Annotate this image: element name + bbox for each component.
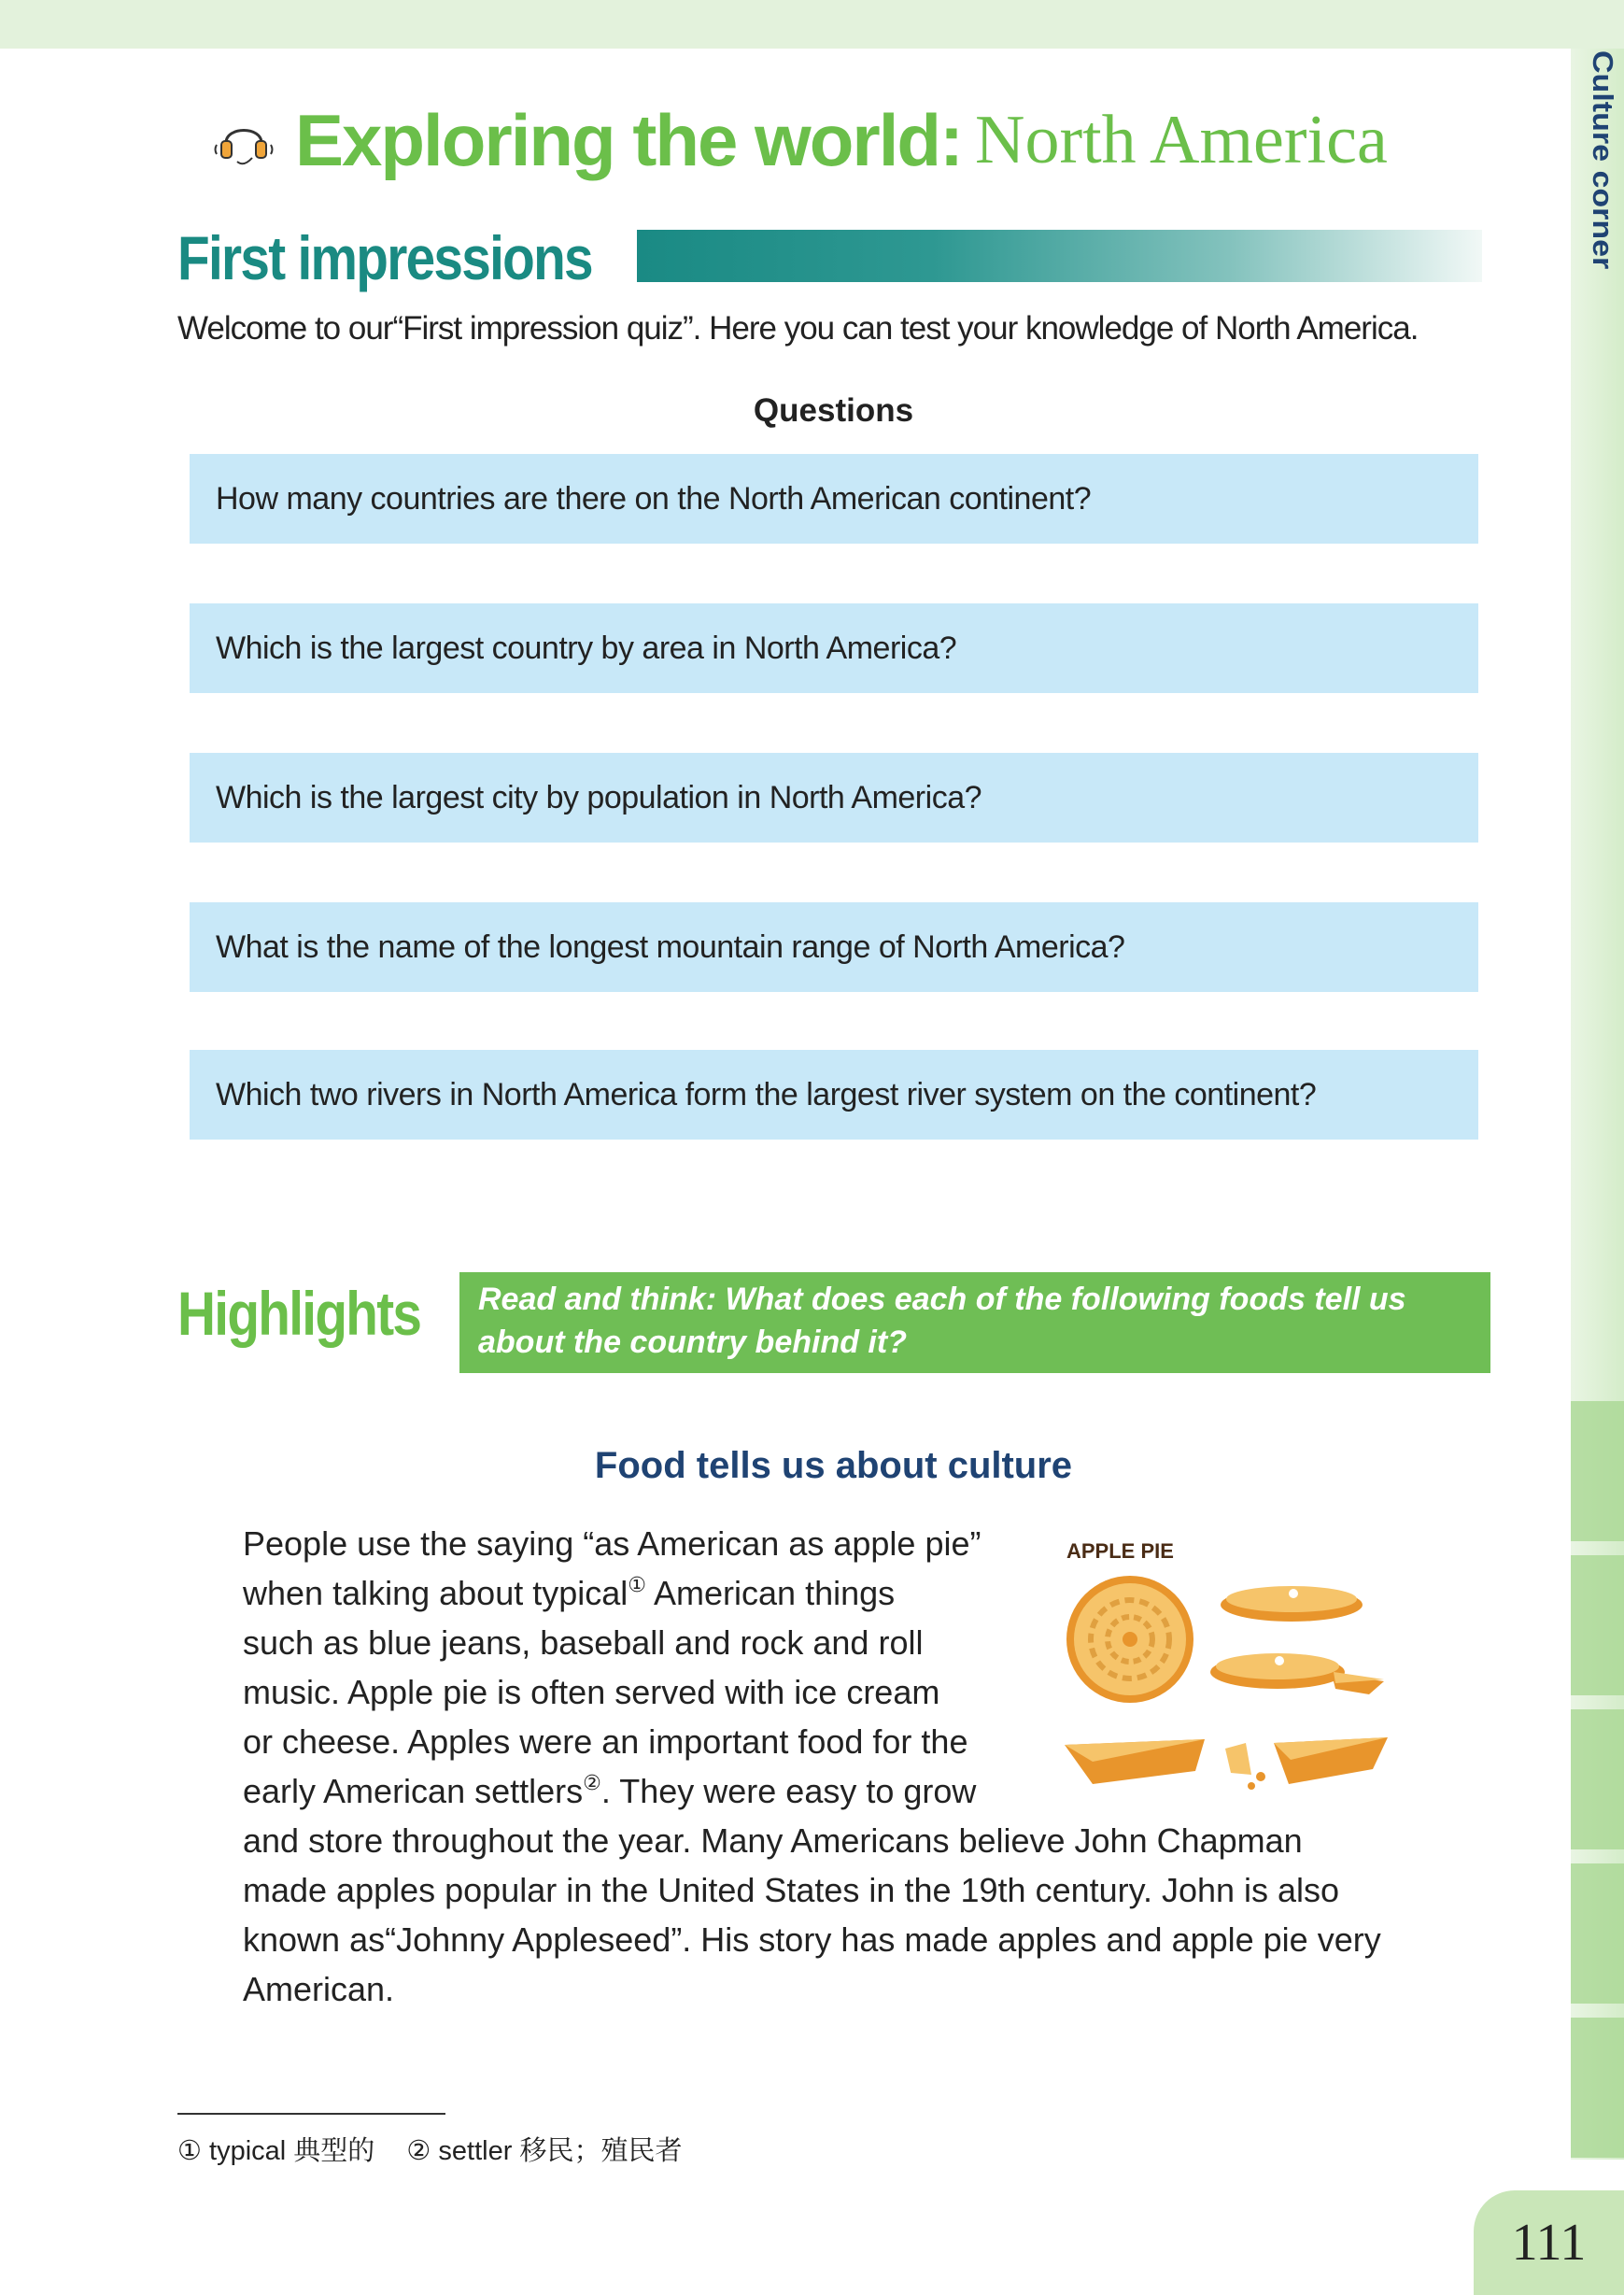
quiz-intro: Welcome to our“First impression quiz”. Here you can test your knowledge of North America. xyxy=(177,310,1419,347)
first-impressions-title: First impressions xyxy=(177,223,592,292)
pie-with-slice xyxy=(1210,1653,1384,1694)
pie-side-view xyxy=(1221,1586,1363,1622)
prompt-line: Read and think: What does each of the following foods tell us xyxy=(478,1282,1406,1317)
title-bold: Exploring the world: xyxy=(295,98,962,181)
body-text: when talking about typical xyxy=(243,1574,628,1612)
footnote-marker: ① xyxy=(628,1573,646,1596)
body-text: early American settlers xyxy=(243,1772,584,1810)
question-box: How many countries are there on the North American continent? xyxy=(190,454,1478,544)
footnote-marker: ② xyxy=(583,1771,601,1794)
title-light: North America xyxy=(975,101,1388,178)
pie-slice-cut xyxy=(1225,1737,1388,1790)
whole-pie-top xyxy=(1066,1576,1193,1703)
body-line: and store throughout the year. Many Americans believe John Chapman xyxy=(243,1821,1303,1860)
questions-heading: Questions xyxy=(753,392,914,429)
page-title xyxy=(213,93,1388,187)
page-number: 111 xyxy=(1511,2214,1587,2272)
body-line: known as“Johnny Appleseed”. His story has made apples and apple pie very xyxy=(243,1920,1381,1959)
footnote-divider xyxy=(177,2113,445,2115)
headphones-icon xyxy=(213,109,275,171)
apple-pie-illustration xyxy=(1055,1532,1410,1803)
side-tab xyxy=(1571,1863,1624,2004)
footnote: ① typical 典型的 xyxy=(177,2136,375,2166)
highlights-heading: Highlights xyxy=(177,1279,421,1348)
footnotes xyxy=(177,2130,706,2168)
footnote: ② settler 移民；殖民者 xyxy=(406,2136,683,2166)
body-line: such as blue jeans, baseball and rock and roll xyxy=(243,1623,924,1662)
question-box: Which is the largest city by population in North America? xyxy=(190,753,1478,843)
side-tab xyxy=(1571,1555,1624,1695)
heading-gradient-bar xyxy=(637,230,1482,282)
pie-slice-large xyxy=(1065,1739,1205,1784)
culture-corner-label: Culture corner xyxy=(1586,50,1618,270)
body-line: or cheese. Apples were an important food for the xyxy=(243,1722,968,1761)
question-box: Which two rivers in North America form the largest river system on the continent? xyxy=(190,1050,1478,1140)
body-line: American. xyxy=(243,1970,395,2008)
body-line: music. Apple pie is often served with ice cream xyxy=(243,1673,940,1711)
first-impressions-heading xyxy=(177,220,659,295)
body-line: People use the saying “as American as apple pie” xyxy=(243,1524,981,1563)
prompt-line: about the country behind it? xyxy=(478,1325,907,1360)
body-text: American things xyxy=(654,1574,896,1612)
top-band xyxy=(0,0,1624,49)
highlights-prompt xyxy=(459,1272,1490,1373)
article-title: Food tells us about culture xyxy=(594,1445,1073,1486)
question-box: Which is the largest country by area in North America? xyxy=(190,603,1478,693)
body-line: made apples popular in the United States in the 19th century. John is also xyxy=(243,1871,1340,1909)
body-text: . They were easy to grow xyxy=(600,1772,977,1810)
apple-pie-caption: APPLE PIE xyxy=(1066,1539,1174,1563)
side-tab xyxy=(1571,2018,1624,2158)
side-tab xyxy=(1571,1709,1624,1849)
question-box: What is the name of the longest mountain range of North America? xyxy=(190,902,1478,992)
